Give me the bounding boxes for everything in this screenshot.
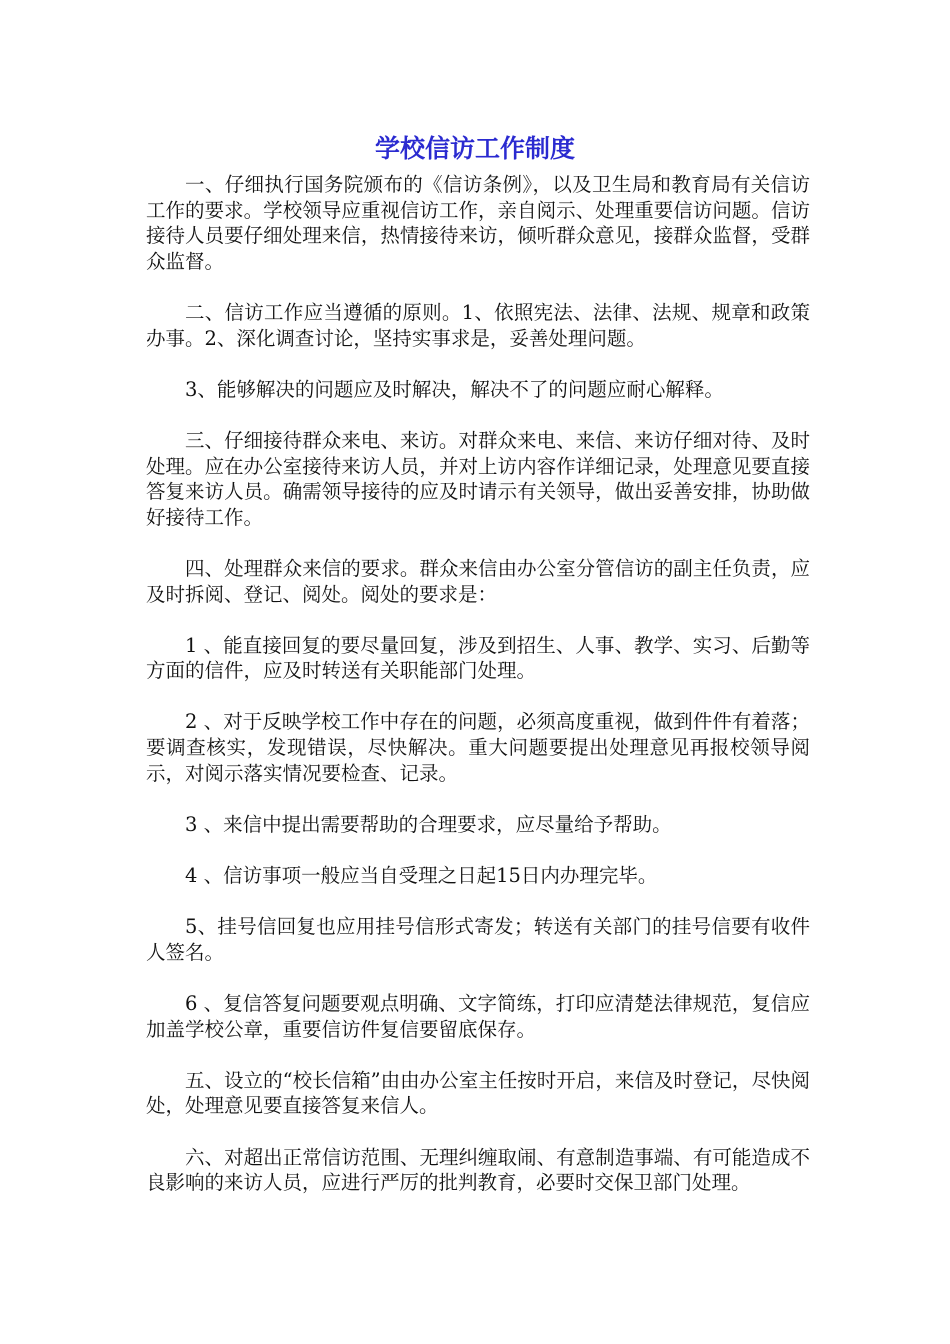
document-title: 学校信访工作制度 <box>374 134 575 163</box>
paragraph-10: 5、挂号信回复也应用挂号信形式寄发；转送有关部门的挂号信要有收件人签名。 <box>146 915 810 964</box>
document-body <box>146 172 810 1221</box>
paragraph-1: 一、仔细执行国务院颁布的《信访条例》，以及卫生局和教育局有关信访工作的要求。学校领导应重视信访工作，亲自阅示、处理重要信访问题。信访接待人员要仔细处理来信，热情接待来访，倾听群众意见，接群众监督，受群众监督。 <box>146 173 810 273</box>
paragraph-13: 六、对超出正常信访范围、无理纠缠取闹、有意制造事端、有可能造成不良影响的来访人员，应进行严厉的批判教育，必要时交保卫部门处理。 <box>146 1145 810 1195</box>
paragraph-8: 3 、来信中提出需要帮助的合理要求，应尽量给予帮助。 <box>185 812 672 836</box>
paragraph-11: 6 、复信答复问题要观点明确、文字简练，打印应清楚法律规范，复信应加盖学校公章，重要信访件复信要留底保存。 <box>146 992 810 1041</box>
paragraph-3: 3、能够解决的问题应及时解决，解决不了的问题应耐心解释。 <box>185 377 724 401</box>
paragraph-12: 五、设立的“校长信箱”由由办公室主任按时开启，来信及时登记，尽快阅处，处理意见要直接答复来信人。 <box>146 1068 810 1118</box>
paragraph-9: 4 、信访事项一般应当自受理之日起15日内办理完毕。 <box>185 864 658 888</box>
paragraph-5: 四、处理群众来信的要求。群众来信由办公室分管信访的副主任负责，应及时拆阅、登记、阅处。阅处的要求是： <box>146 556 810 606</box>
paragraph-4: 三、仔细接待群众来电、来访。对群众来电、来信、来访仔细对待、及时处理。应在办公室接待来访人员，并对上访内容作详细记录，处理意见要直接答复来访人员。确需领导接待的应及时请示有关领导，做出妥善安排，协助做好接待工作。 <box>146 428 810 529</box>
paragraph-7: 2 、对于反映学校工作中存在的问题，必须高度重视，做到件件有着落；要调查核实，发现错误，尽快解决。重大问题要提出处理意见再报校领导阅示，对阅示落实情况要检查、记录。 <box>146 710 810 785</box>
paragraph-6: 1 、能直接回复的要尽量回复，涉及到招生、人事、教学、实习、后勤等方面的信件，应及时转送有关职能部门处理。 <box>146 633 810 683</box>
paragraph-2: 二、信访工作应当遵循的原则。1、依照宪法、法律、法规、规章和政策办事。2、深化调查讨论，坚持实事求是，妥善处理问题。 <box>146 300 810 350</box>
